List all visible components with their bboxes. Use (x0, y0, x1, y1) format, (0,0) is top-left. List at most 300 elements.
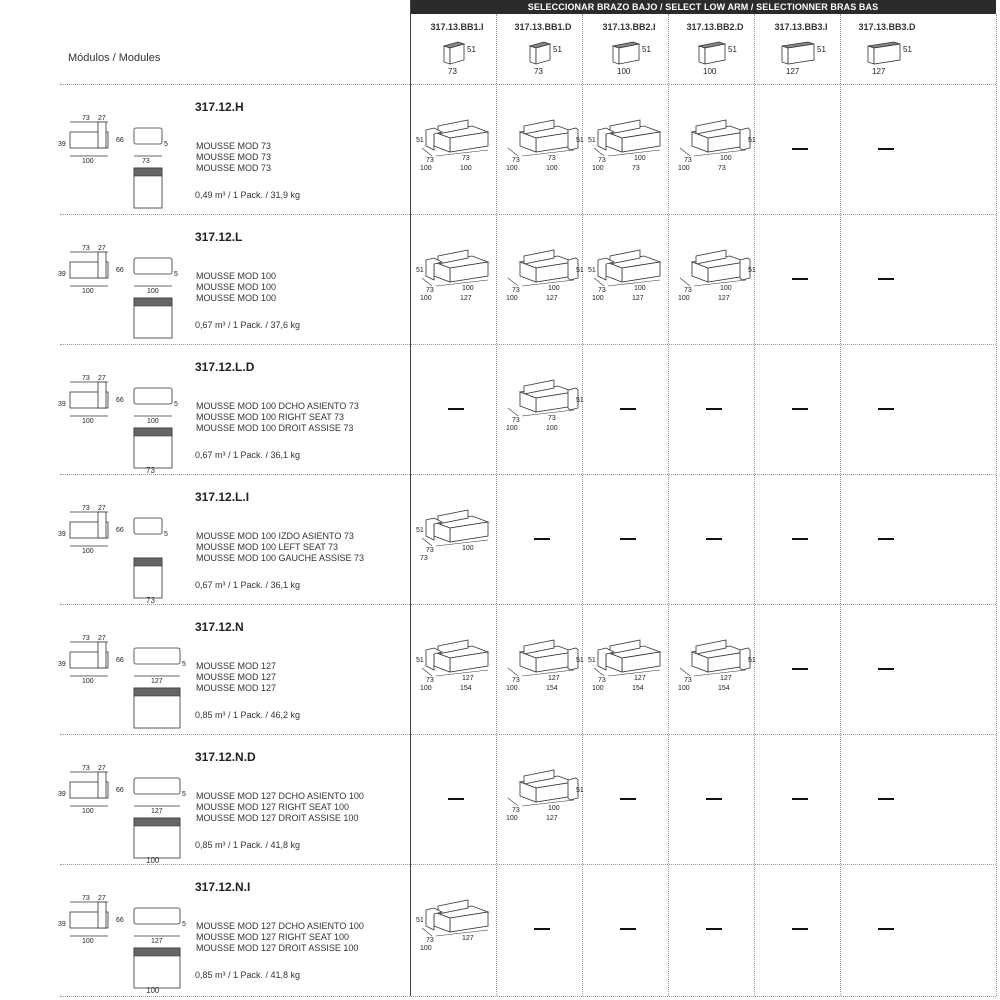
unavailable-dash (620, 408, 636, 410)
module-row (0, 606, 1000, 736)
total-width-label: 154 (632, 685, 644, 692)
unavailable-dash (878, 278, 894, 280)
sofa-combination-drawing (502, 376, 584, 442)
low-arm-icon (771, 38, 831, 78)
arm-option-317.13.BB1.D[interactable] (500, 22, 586, 84)
module-code: 317.12.N.I (195, 880, 251, 894)
dim-arm-label: 73 (82, 895, 90, 902)
dim-height-label: 39 (58, 661, 66, 668)
combination-cell[interactable] (500, 736, 584, 866)
dim-seat-label: 5 (174, 271, 178, 278)
combination-cell[interactable] (586, 86, 670, 216)
dim-height-label: 39 (58, 531, 66, 538)
dim-arm-label: 73 (82, 635, 90, 642)
sofa-combination-drawing (502, 116, 584, 182)
dim-width-label: 127 (151, 678, 163, 685)
height-label: 51 (748, 137, 756, 144)
combination-cell[interactable] (672, 606, 756, 736)
dim-depth-label: 100 (82, 678, 94, 685)
arm-width-label: 100 (703, 67, 717, 76)
low-arm-icon (857, 38, 917, 78)
seat-width-label: 100 (462, 285, 474, 292)
unavailable-dash (620, 538, 636, 540)
combination-cell[interactable] (414, 866, 498, 996)
arm-option-317.13.BB3.I[interactable] (758, 22, 844, 84)
dim-bottom-label: 100 (146, 856, 160, 865)
total-width-label: 100 (546, 425, 558, 432)
height-label: 51 (576, 267, 584, 274)
sofa-combination-drawing (416, 116, 498, 182)
height-label: 51 (576, 657, 584, 664)
module-description (196, 661, 276, 694)
module-description (196, 791, 364, 824)
combination-cell[interactable] (500, 346, 584, 476)
module-code: 317.12.N.D (195, 750, 256, 764)
dim-total-height-label: 66 (116, 787, 124, 794)
depth-label: 100 (420, 295, 432, 302)
dim-height-label: 39 (58, 271, 66, 278)
combination-cell[interactable] (672, 216, 756, 346)
dim-bottom-label: 73 (146, 466, 155, 475)
arm-depth-label: 73 (426, 677, 434, 684)
total-width-label: 154 (460, 685, 472, 692)
seat-width-label: 73 (548, 155, 556, 162)
arm-option-317.13.BB2.D[interactable] (672, 22, 758, 84)
dim-back-label: 27 (98, 505, 106, 512)
pack-info: 0,67 m³ / 1 Pack. / 36,1 kg (195, 580, 301, 590)
arm-width-label: 127 (872, 67, 886, 76)
module-dimension-drawing (58, 622, 188, 732)
dim-width-label: 73 (142, 158, 150, 165)
total-width-label: 127 (546, 815, 558, 822)
seat-width-label: 127 (462, 935, 474, 942)
arm-height-label: 51 (903, 45, 912, 54)
unavailable-cell (672, 736, 756, 866)
sofa-combination-drawing (502, 766, 584, 832)
dim-seat-label: 5 (182, 661, 186, 668)
unavailable-cell (758, 86, 842, 216)
module-description (196, 401, 359, 434)
depth-label: 100 (506, 425, 518, 432)
arm-depth-label: 73 (512, 677, 520, 684)
height-label: 51 (748, 267, 756, 274)
arm-code: 317.13.BB2.I (602, 22, 656, 32)
depth-label: 100 (592, 685, 604, 692)
dim-back-label: 27 (98, 115, 106, 122)
arm-width-label: 73 (534, 67, 543, 76)
unavailable-dash (878, 928, 894, 930)
module-row (0, 216, 1000, 346)
seat-width-label: 100 (548, 285, 560, 292)
module-dimension-drawing (58, 752, 188, 862)
arm-depth-label: 73 (512, 417, 520, 424)
unavailable-dash (878, 538, 894, 540)
depth-label: 100 (420, 165, 432, 172)
unavailable-cell (844, 346, 928, 476)
unavailable-cell (758, 476, 842, 606)
depth-label: 100 (678, 165, 690, 172)
dim-back-label: 27 (98, 375, 106, 382)
combination-cell[interactable] (500, 606, 584, 736)
unavailable-cell (844, 476, 928, 606)
pack-info: 0,67 m³ / 1 Pack. / 37,6 kg (195, 320, 301, 330)
unavailable-dash (792, 928, 808, 930)
unavailable-cell (758, 866, 842, 996)
unavailable-cell (758, 606, 842, 736)
sofa-combination-drawing (416, 246, 498, 312)
modules-title: Módulos / Modules (68, 52, 161, 64)
unavailable-cell (844, 86, 928, 216)
dim-seat-label: 5 (182, 791, 186, 798)
depth-label: 100 (678, 295, 690, 302)
depth-label: 100 (506, 815, 518, 822)
arm-depth-label: 73 (598, 157, 606, 164)
module-row (0, 476, 1000, 606)
unavailable-cell (844, 866, 928, 996)
unavailable-cell (758, 216, 842, 346)
unavailable-dash (706, 538, 722, 540)
module-code: 317.12.H (195, 100, 244, 114)
pack-info: 0,85 m³ / 1 Pack. / 41,8 kg (195, 970, 301, 980)
height-label: 51 (588, 137, 596, 144)
unavailable-cell (586, 346, 670, 476)
sofa-combination-drawing (416, 896, 498, 962)
depth-label: 100 (592, 295, 604, 302)
dim-seat-label: 5 (174, 401, 178, 408)
arm-height-label: 51 (467, 45, 476, 54)
height-label: 51 (576, 787, 584, 794)
description-line: MOUSSE MOD 73 (196, 141, 272, 151)
low-arm-icon (599, 38, 659, 78)
dim-width-label: 100 (147, 418, 159, 425)
arm-code: 317.13.BB3.D (858, 22, 916, 32)
module-dimension-drawing (58, 232, 188, 342)
dim-bottom-label: 100 (146, 986, 160, 995)
module-dimension-drawing (58, 362, 188, 472)
seat-width-label: 100 (634, 155, 646, 162)
unavailable-dash (448, 798, 464, 800)
module-row (0, 346, 1000, 476)
description-line: MOUSSE MOD 127 (196, 672, 277, 682)
unavailable-dash (878, 798, 894, 800)
description-line: MOUSSE MOD 100 (196, 282, 277, 292)
combination-cell[interactable] (586, 216, 670, 346)
select-low-arm-banner: SELECCIONAR BRAZO BAJO / SELECT LOW ARM / SELECTIONNER BRAS BAS (410, 0, 996, 14)
module-description (196, 531, 364, 564)
divider (60, 996, 996, 997)
total-width-label: 127 (546, 295, 558, 302)
pack-info: 0,67 m³ / 1 Pack. / 36,1 kg (195, 450, 301, 460)
description-line: MOUSSE MOD 127 (196, 683, 277, 693)
unavailable-dash (534, 538, 550, 540)
unavailable-dash (792, 278, 808, 280)
arm-depth-label: 73 (426, 157, 434, 164)
height-label: 51 (416, 917, 424, 924)
dim-depth-label: 100 (82, 158, 94, 165)
pack-info: 0,85 m³ / 1 Pack. / 41,8 kg (195, 840, 301, 850)
arm-option-317.13.BB3.D[interactable] (844, 22, 930, 84)
combination-cell[interactable] (500, 86, 584, 216)
description-line: MOUSSE MOD 127 RIGHT SEAT 100 (196, 802, 350, 812)
description-line: MOUSSE MOD 100 GAUCHE ASSISE 73 (196, 553, 365, 563)
seat-width-label: 127 (720, 675, 732, 682)
description-line: MOUSSE MOD 100 IZDO ASIENTO 73 (196, 531, 354, 541)
combination-cell[interactable] (414, 216, 498, 346)
dim-total-height-label: 66 (116, 397, 124, 404)
dim-depth-label: 100 (82, 808, 94, 815)
unavailable-cell (414, 346, 498, 476)
combination-cell[interactable] (414, 86, 498, 216)
unavailable-dash (792, 148, 808, 150)
dim-total-height-label: 66 (116, 657, 124, 664)
unavailable-dash (792, 408, 808, 410)
description-line: MOUSSE MOD 100 DROIT ASSISE 73 (196, 423, 354, 433)
dim-total-height-label: 66 (116, 917, 124, 924)
dim-depth-label: 100 (82, 548, 94, 555)
module-description (196, 271, 276, 304)
combination-cell[interactable] (414, 606, 498, 736)
total-width-label: 73 (718, 165, 726, 172)
unavailable-cell (586, 736, 670, 866)
dim-height-label: 39 (58, 141, 66, 148)
unavailable-dash (620, 798, 636, 800)
combination-cell[interactable] (500, 216, 584, 346)
dim-depth-label: 100 (82, 288, 94, 295)
unavailable-dash (792, 798, 808, 800)
sofa-combination-drawing (502, 636, 584, 702)
seat-width-label: 73 (548, 415, 556, 422)
depth-label: 100 (506, 295, 518, 302)
depth-label: 100 (420, 945, 432, 952)
total-width-label: 100 (460, 165, 472, 172)
divider (60, 84, 996, 85)
arm-height-label: 51 (817, 45, 826, 54)
seat-width-label: 100 (720, 285, 732, 292)
unavailable-dash (878, 668, 894, 670)
description-line: MOUSSE MOD 100 LEFT SEAT 73 (196, 542, 339, 552)
arm-code: 317.13.BB2.D (686, 22, 744, 32)
unavailable-dash (792, 668, 808, 670)
unavailable-dash (792, 538, 808, 540)
dim-back-label: 27 (98, 635, 106, 642)
dim-depth-label: 100 (82, 938, 94, 945)
combination-cell[interactable] (672, 86, 756, 216)
sofa-combination-drawing (588, 636, 670, 702)
module-code: 317.12.L (195, 230, 243, 244)
dim-width-label: 127 (151, 938, 163, 945)
dim-arm-label: 73 (82, 115, 90, 122)
total-width-label: 127 (460, 295, 472, 302)
unavailable-cell (586, 476, 670, 606)
depth-label: 73 (420, 555, 428, 562)
arm-depth-label: 73 (598, 287, 606, 294)
description-line: MOUSSE MOD 127 DCHO ASIENTO 100 (196, 791, 364, 801)
dim-total-height-label: 66 (116, 137, 124, 144)
arm-height-label: 51 (642, 45, 651, 54)
dim-arm-label: 73 (82, 375, 90, 382)
seat-width-label: 100 (720, 155, 732, 162)
height-label: 51 (416, 657, 424, 664)
arm-depth-label: 73 (426, 547, 434, 554)
unavailable-cell (672, 866, 756, 996)
dim-back-label: 27 (98, 245, 106, 252)
dim-total-height-label: 66 (116, 267, 124, 274)
arm-height-label: 51 (553, 45, 562, 54)
total-width-label: 154 (718, 685, 730, 692)
height-label: 51 (576, 397, 584, 404)
sofa-combination-drawing (416, 636, 498, 702)
total-width-label: 154 (546, 685, 558, 692)
sofa-combination-drawing (674, 246, 756, 312)
unavailable-dash (534, 928, 550, 930)
arm-depth-label: 73 (684, 157, 692, 164)
height-label: 51 (588, 657, 596, 664)
description-line: MOUSSE MOD 100 (196, 271, 277, 281)
low-arm-icon (427, 38, 487, 78)
unavailable-cell (844, 606, 928, 736)
dim-back-label: 27 (98, 765, 106, 772)
depth-label: 100 (592, 165, 604, 172)
module-dimension-drawing (58, 102, 188, 212)
arm-code: 317.13.BB3.I (774, 22, 828, 32)
module-code: 317.12.L.D (195, 360, 255, 374)
depth-label: 100 (678, 685, 690, 692)
sofa-combination-drawing (502, 246, 584, 312)
dim-arm-label: 73 (82, 245, 90, 252)
dim-back-label: 27 (98, 895, 106, 902)
unavailable-dash (706, 798, 722, 800)
dim-seat-label: 5 (164, 531, 168, 538)
unavailable-dash (878, 408, 894, 410)
low-arm-icon (685, 38, 745, 78)
arm-width-label: 73 (448, 67, 457, 76)
unavailable-dash (878, 148, 894, 150)
height-label: 51 (576, 137, 584, 144)
unavailable-cell (844, 736, 928, 866)
arm-depth-label: 73 (684, 287, 692, 294)
dim-height-label: 39 (58, 791, 66, 798)
seat-width-label: 127 (548, 675, 560, 682)
sofa-combination-drawing (588, 246, 670, 312)
dim-seat-label: 5 (182, 921, 186, 928)
description-line: MOUSSE MOD 127 (196, 661, 277, 671)
description-line: MOUSSE MOD 100 (196, 293, 277, 303)
pack-info: 0,85 m³ / 1 Pack. / 46,2 kg (195, 710, 301, 720)
arm-height-label: 51 (728, 45, 737, 54)
description-line: MOUSSE MOD 73 (196, 152, 272, 162)
depth-label: 100 (506, 685, 518, 692)
module-code: 317.12.L.I (195, 490, 250, 504)
height-label: 51 (748, 657, 756, 664)
arm-width-label: 100 (617, 67, 631, 76)
unavailable-cell (844, 216, 928, 346)
description-line: MOUSSE MOD 100 DCHO ASIENTO 73 (196, 401, 359, 411)
total-width-label: 127 (718, 295, 730, 302)
description-line: MOUSSE MOD 127 DROIT ASSISE 100 (196, 943, 359, 953)
unavailable-cell (500, 476, 584, 606)
seat-width-label: 100 (634, 285, 646, 292)
unavailable-dash (620, 928, 636, 930)
seat-width-label: 100 (462, 545, 474, 552)
arm-option-317.13.BB2.I[interactable] (586, 22, 672, 84)
arm-depth-label: 73 (512, 807, 520, 814)
total-width-label: 100 (546, 165, 558, 172)
dim-width-label: 100 (147, 288, 159, 295)
arm-depth-label: 73 (426, 287, 434, 294)
seat-width-label: 127 (634, 675, 646, 682)
unavailable-cell (500, 866, 584, 996)
unavailable-cell (758, 346, 842, 476)
dim-height-label: 39 (58, 401, 66, 408)
arm-code: 317.13.BB1.I (430, 22, 484, 32)
arm-depth-label: 73 (512, 157, 520, 164)
dim-seat-label: 5 (164, 141, 168, 148)
sofa-combination-drawing (674, 116, 756, 182)
description-line: MOUSSE MOD 127 DROIT ASSISE 100 (196, 813, 359, 823)
dim-arm-label: 73 (82, 505, 90, 512)
total-width-label: 73 (632, 165, 640, 172)
sofa-combination-drawing (588, 116, 670, 182)
arm-depth-label: 73 (426, 937, 434, 944)
arm-depth-label: 73 (684, 677, 692, 684)
unavailable-dash (448, 408, 464, 410)
module-row (0, 866, 1000, 996)
unavailable-cell (672, 346, 756, 476)
height-label: 51 (416, 137, 424, 144)
dim-arm-label: 73 (82, 765, 90, 772)
module-description (196, 921, 364, 954)
arm-code: 317.13.BB1.D (514, 22, 572, 32)
dim-depth-label: 100 (82, 418, 94, 425)
seat-width-label: 100 (548, 805, 560, 812)
dim-bottom-label: 73 (146, 596, 155, 605)
depth-label: 100 (420, 685, 432, 692)
combination-cell[interactable] (414, 476, 498, 606)
combination-cell[interactable] (586, 606, 670, 736)
arm-option-317.13.BB1.I[interactable] (414, 22, 500, 84)
unavailable-cell (586, 866, 670, 996)
unavailable-cell (758, 736, 842, 866)
description-line: MOUSSE MOD 127 RIGHT SEAT 100 (196, 932, 350, 942)
depth-label: 100 (506, 165, 518, 172)
description-line: MOUSSE MOD 100 RIGHT SEAT 73 (196, 412, 345, 422)
module-row (0, 736, 1000, 866)
unavailable-dash (706, 928, 722, 930)
dim-total-height-label: 66 (116, 527, 124, 534)
height-label: 51 (416, 527, 424, 534)
seat-width-label: 127 (462, 675, 474, 682)
module-code: 317.12.N (195, 620, 244, 634)
height-label: 51 (416, 267, 424, 274)
height-label: 51 (588, 267, 596, 274)
arm-depth-label: 73 (598, 677, 606, 684)
dim-width-label: 127 (151, 808, 163, 815)
unavailable-cell (672, 476, 756, 606)
unavailable-dash (706, 408, 722, 410)
sofa-combination-drawing (674, 636, 756, 702)
module-description (196, 141, 271, 174)
description-line: MOUSSE MOD 127 DCHO ASIENTO 100 (196, 921, 364, 931)
module-dimension-drawing (58, 882, 188, 992)
pack-info: 0,49 m³ / 1 Pack. / 31,9 kg (195, 190, 301, 200)
module-dimension-drawing (58, 492, 188, 602)
description-line: MOUSSE MOD 73 (196, 163, 272, 173)
low-arm-icon (513, 38, 573, 78)
arm-depth-label: 73 (512, 287, 520, 294)
seat-width-label: 73 (462, 155, 470, 162)
total-width-label: 127 (632, 295, 644, 302)
dim-height-label: 39 (58, 921, 66, 928)
